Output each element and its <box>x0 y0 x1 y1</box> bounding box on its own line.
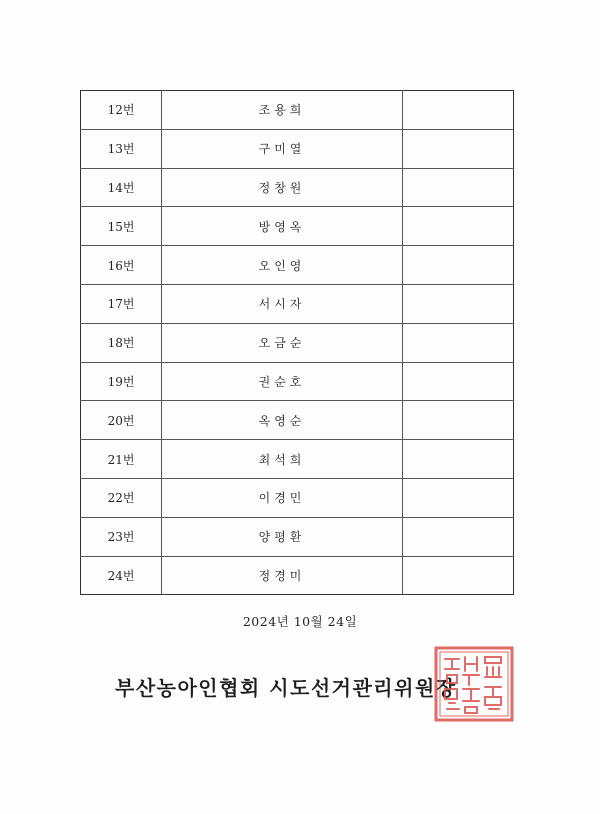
candidate-note <box>403 362 514 401</box>
candidate-note <box>403 284 514 323</box>
candidate-note <box>403 323 514 362</box>
candidate-number: 21번 <box>81 440 162 479</box>
table-row <box>81 129 514 168</box>
candidate-name: 서시자 <box>162 284 403 323</box>
candidate-number: 24번 <box>81 556 162 595</box>
candidate-note <box>403 517 514 556</box>
table-row <box>81 207 514 246</box>
candidate-number: 13번 <box>81 129 162 168</box>
candidate-name: 옥영순 <box>162 401 403 440</box>
candidate-number: 14번 <box>81 168 162 207</box>
official-seal-icon <box>433 645 515 723</box>
table-row <box>81 556 514 595</box>
candidate-name: 구미열 <box>162 129 403 168</box>
candidate-name: 양평환 <box>162 517 403 556</box>
table-row <box>81 168 514 207</box>
table-row <box>81 91 514 130</box>
candidate-name: 이경민 <box>162 478 403 517</box>
table-row <box>81 517 514 556</box>
candidate-number: 22번 <box>81 478 162 517</box>
candidate-name: 방영옥 <box>162 207 403 246</box>
candidate-name: 정경미 <box>162 556 403 595</box>
candidate-number: 15번 <box>81 207 162 246</box>
table-row <box>81 401 514 440</box>
candidate-name: 조용희 <box>162 91 403 130</box>
candidate-number: 19번 <box>81 362 162 401</box>
candidate-note <box>403 440 514 479</box>
candidate-note <box>403 478 514 517</box>
table-row <box>81 246 514 285</box>
candidate-number: 18번 <box>81 323 162 362</box>
candidate-number: 17번 <box>81 284 162 323</box>
candidate-number: 16번 <box>81 246 162 285</box>
table-row <box>81 284 514 323</box>
candidate-note <box>403 556 514 595</box>
candidate-name: 오금순 <box>162 323 403 362</box>
candidate-name: 정창원 <box>162 168 403 207</box>
candidate-number: 20번 <box>81 401 162 440</box>
signatory-title: 부산농아인협회 시도선거관리위원장 <box>115 676 457 700</box>
table-row <box>81 362 514 401</box>
candidate-name: 오인영 <box>162 246 403 285</box>
table-row <box>81 440 514 479</box>
candidate-note <box>403 246 514 285</box>
table-row <box>81 323 514 362</box>
document-date: 2024년 10월 24일 <box>242 614 358 629</box>
candidate-note <box>403 168 514 207</box>
candidate-note <box>403 401 514 440</box>
candidate-name: 권순호 <box>162 362 403 401</box>
candidate-note <box>403 207 514 246</box>
candidate-table <box>80 90 514 595</box>
candidate-note <box>403 91 514 130</box>
candidate-note <box>403 129 514 168</box>
candidate-name: 최석희 <box>162 440 403 479</box>
candidate-number: 23번 <box>81 517 162 556</box>
candidate-number: 12번 <box>81 91 162 130</box>
table-row <box>81 478 514 517</box>
